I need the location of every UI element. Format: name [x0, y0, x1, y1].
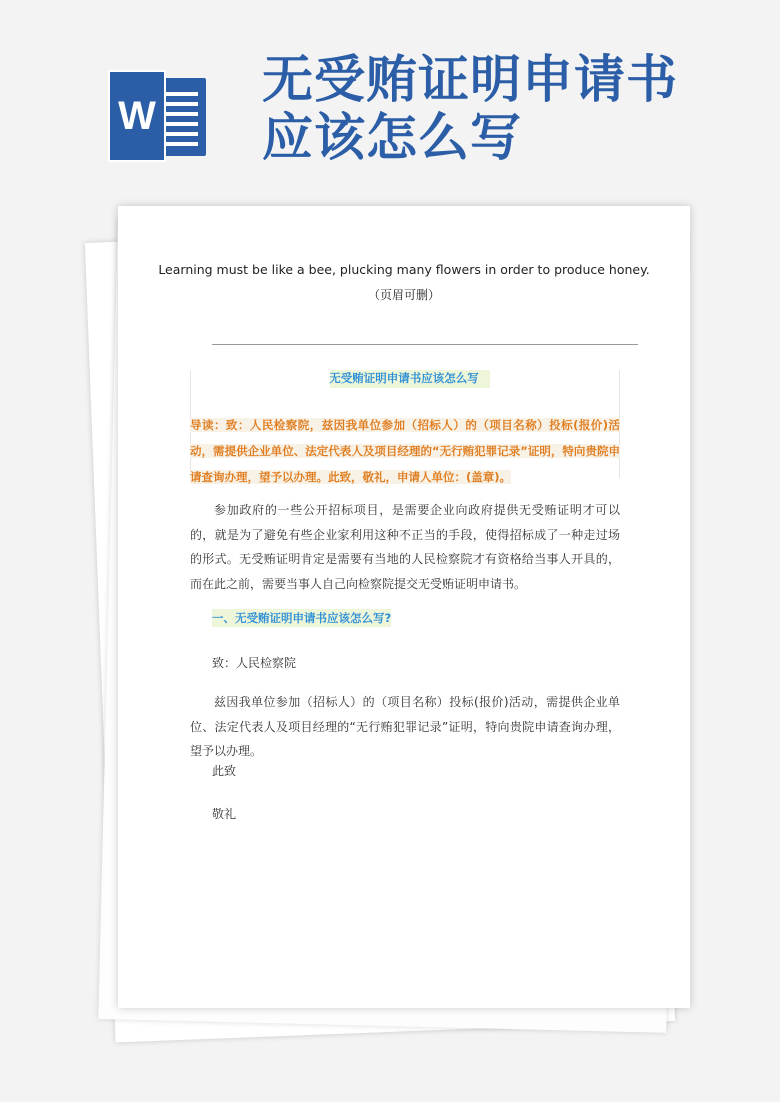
section-heading-1-text: 一、无受贿证明申请书应该怎么写?	[212, 611, 392, 625]
salutation: 致：人民检察院	[212, 656, 297, 670]
page-header-note: （页眉可删）	[367, 288, 440, 302]
closing-line-1: 此致	[212, 764, 237, 778]
section-heading-1	[212, 610, 391, 626]
intro-paragraph: 参加政府的一些公开招标项目，是需要企业向政府提供无受贿证明才可以的，就是为了避免有些企业家利用这种不正当的手段，使得招标成了一种走过场的形式。无受贿证明肯定是需要有当地的人民检察院才有资格给当事人开具的，而在此之前，需要当事人自己向检察院提交无受贿证明申请书。	[190, 503, 620, 591]
banner-title-line2: 应该怎么写	[262, 109, 523, 168]
word-logo-letter: W	[108, 70, 166, 162]
abstract-highlight: 导读：致：人民检察院，兹因我单位参加（招标人）的（项目名称）投标(报价)活动，需提供企业单位、法定代表人及项目经理的“无行贿犯罪记录”证明，特向贵院申请查询办理，望予以办理。此致，敬礼，申请人单位：(盖章)。	[190, 418, 620, 484]
document-title-text: 无受贿证明申请书应该怎么写	[329, 371, 479, 385]
page-header-quote: Learning must be like a bee, plucking many flowers in order to produce honey.	[158, 262, 650, 277]
abstract-text	[190, 412, 620, 490]
banner-title-line1: 无受贿证明申请书	[262, 51, 679, 110]
closing-line-2: 敬礼	[212, 807, 237, 821]
letter-body: 兹因我单位参加（招标人）的（项目名称）投标(报价)活动，需提供企业单位、法定代表人及项目经理的“无行贿犯罪记录”证明，特向贵院申请查询办理，望予以办理。	[190, 695, 620, 758]
header-divider	[212, 344, 638, 345]
document-page	[118, 206, 690, 1008]
word-doc-icon	[108, 70, 208, 162]
banner-title	[262, 52, 762, 168]
document-title	[118, 370, 690, 386]
